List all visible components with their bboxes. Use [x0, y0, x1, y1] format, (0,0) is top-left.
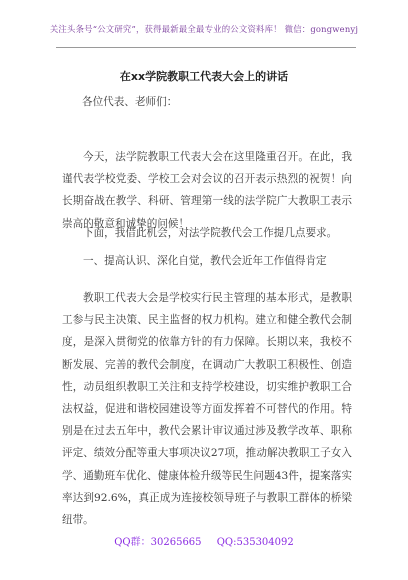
- header-banner: 关注头条号“公文研究”，获得最新最全最专业的公文资料库！ 微信：gongwenyj: [49, 24, 359, 34]
- salutation: 各位代表、老师们：: [82, 96, 178, 108]
- paragraph-body: 教职工代表大会是学校实行民主管理的基本形式，是教职工参与民主决策、民主监督的权力机构。建立和健全教代会制度，是深入贯彻党的依靠方针的有力保障。长期以来，我校不断发展、完善的教代会制度，在调动广大教职工积极性、创造性，动员组织教职工关注和支持学校建设，切实维护教职工合法权益，促进和谐校园建设等方面发挥着不可替代的作用。特别是在过去五年中，教代会累计审议通过涉及教学改革、职称评定、绩效分配等重大事项决议27项，推动解决教职工子女入学、通勤班车优化、健康体检升级等民生问题43件，提案落实率达到92.6%，真正成为连接校领导班子与教职工群体的桥梁纽带。: [62, 292, 352, 527]
- footer-contact: [0, 533, 408, 548]
- header-divider: [56, 47, 356, 48]
- footer-qq-group: QQ群：30265665: [114, 537, 202, 548]
- section-heading: 一、提高认识、深化自觉，教代会近年工作值得肯定: [83, 255, 327, 267]
- paragraph-opening: 今天，法学院教职工代表大会在这里隆重召开。在此，我谨代表学校党委、学校工会对会议的召开表示热烈的祝贺！向长期奋战在教学、科研、管理第一线的法学院广大教职工表示崇高的敬意和诚挚的问候！: [62, 151, 352, 230]
- document-title: 在xx学院教职工代表大会上的讲话: [119, 70, 289, 83]
- footer-qq: QQ:535304092: [216, 537, 294, 548]
- paragraph-transition: 下面，我借此机会，对法学院教代会工作提几点要求。: [83, 227, 338, 239]
